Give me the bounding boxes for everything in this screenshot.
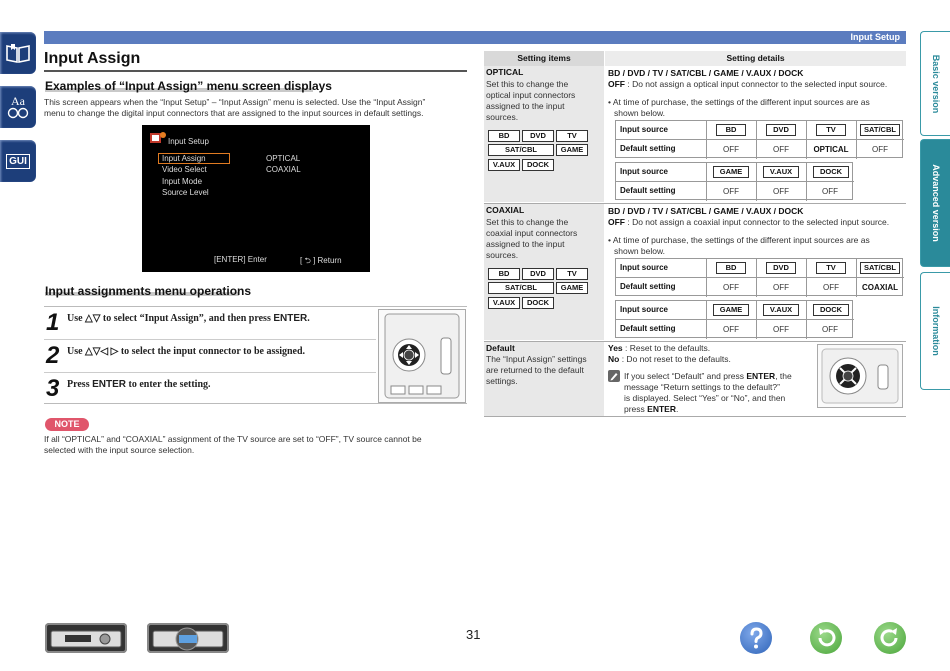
osd-footer-enter: [ENTER] Enter: [214, 255, 267, 264]
remote-illustration: [378, 309, 466, 403]
key-game: GAME: [556, 144, 588, 156]
item-name: OPTICAL: [486, 67, 524, 77]
row-optical-item: [484, 66, 604, 202]
help-icon[interactable]: [740, 622, 772, 654]
key-dock: DOCK: [522, 297, 554, 309]
step-1: [44, 307, 376, 340]
detail-bullet-cont: shown below.: [614, 246, 666, 256]
detail-off: OFF : Do not assign a optical input connector to the selected input source.: [608, 79, 888, 89]
item-desc: Set this to change the coaxial input connectors assigned to the input sources.: [486, 217, 578, 260]
key-game: GAME: [556, 282, 588, 294]
osd-value-coaxial: COAXIAL: [266, 165, 301, 174]
row-coaxial-item: [484, 204, 604, 340]
page-number: 31: [466, 627, 481, 642]
osd-title: Input Setup: [168, 137, 209, 146]
header-band: [44, 31, 906, 44]
table-header-details: Setting details: [605, 51, 906, 66]
osd-item-input-assign[interactable]: Input Assign: [158, 153, 230, 164]
osd-screen: [142, 125, 370, 272]
osd-item-source-level[interactable]: Source Level: [162, 188, 209, 197]
gui-icon-label: GUI: [6, 154, 30, 169]
step-text: Press ENTER to enter the setting.: [67, 379, 211, 390]
key-satcbl: SAT/CBL: [488, 282, 554, 294]
step-number: 3: [46, 375, 60, 402]
tab-basic-label: Basic version: [930, 54, 941, 113]
item-desc: The “Input Assign” settings are returned to the default settings.: [486, 354, 587, 386]
note-text: [44, 434, 467, 456]
detail-bullet: • At time of purchase, the settings of the different input sources are as: [608, 235, 870, 245]
key-satcbl: SAT/CBL: [488, 144, 554, 156]
step-number: 2: [46, 342, 60, 369]
row-default-item: [484, 342, 604, 416]
tip-line2: message “Return settings to the default?”: [624, 382, 780, 392]
note-line2: selected with the input source selection.: [44, 445, 195, 455]
note-line1: If all “OPTICAL” and “COAXIAL” assignment of the TV source are set to “OFF”, TV source cannot be: [44, 434, 422, 444]
item-name: Default: [486, 343, 515, 353]
section-label: Input Setup: [850, 32, 900, 42]
key-vaux: V.AUX: [488, 159, 520, 171]
operations-heading: Input assignments menu operations: [45, 284, 252, 298]
row-coaxial-details: [605, 204, 906, 340]
tip-line3: is displayed. Select “Yes” or “No”, and then: [624, 393, 786, 403]
receiver-icon[interactable]: [45, 623, 127, 653]
forward-icon[interactable]: [874, 622, 906, 654]
examples-text: [44, 97, 467, 119]
detail-title: BD / DVD / TV / SAT/CBL / GAME / V.AUX / DOCK: [608, 68, 804, 78]
osd-value-optical: OPTICAL: [266, 154, 301, 163]
remote-illustration: [817, 344, 903, 408]
pencil-icon: [608, 370, 620, 382]
default-table-2: Input source Default setting GAME V.AUX DOCK OFF OFF OFF: [615, 300, 853, 338]
default-table-1: Input source Default setting BD DVD TV SAT/CBL OFF OFF OFF COAXIAL: [615, 258, 903, 296]
tab-advanced-version[interactable]: [920, 139, 950, 267]
osd-footer-return: [ ⮌ ] Return: [300, 256, 342, 265]
detail-yes: Yes : Reset to the defaults.: [608, 343, 711, 353]
tab-basic-version[interactable]: [920, 31, 950, 136]
row-default-details: [605, 342, 906, 416]
steps-box: [44, 306, 467, 404]
examples-heading: Examples of “Input Assign” menu screen displays: [45, 79, 332, 93]
setup-icon: [150, 131, 166, 145]
book-icon[interactable]: [0, 32, 36, 74]
table-header-items: Setting items: [484, 51, 604, 66]
default-table-1: Input source Default setting BD DVD TV SAT/CBL OFF OFF OPTICAL OFF: [615, 120, 903, 158]
detail-title: BD / DVD / TV / SAT/CBL / GAME / V.AUX / DOCK: [608, 206, 804, 216]
step-text: Use △▽◁ ▷ to select the input connector to be assigned.: [67, 346, 306, 357]
title-rule: [44, 70, 467, 72]
page-title: Input Assign: [44, 50, 141, 67]
key-vaux: V.AUX: [488, 297, 520, 309]
key-tv: TV: [556, 268, 588, 280]
step-number: 1: [46, 309, 60, 336]
osd-item-input-mode[interactable]: Input Mode: [162, 177, 203, 186]
key-tv: TV: [556, 130, 588, 142]
detail-off: OFF : Do not assign a coaxial input connector to the selected input source.: [608, 217, 890, 227]
tab-information-label: Information: [930, 306, 941, 356]
detail-bullet-cont: shown below.: [614, 108, 666, 118]
osd-item-video-select[interactable]: Video Select: [162, 165, 207, 174]
font-icon-label: Aa: [11, 94, 25, 108]
detail-bullet: • At time of purchase, the settings of the different input sources are as: [608, 97, 870, 107]
key-dvd: DVD: [522, 130, 554, 142]
back-icon[interactable]: [810, 622, 842, 654]
row-separator: [484, 416, 906, 417]
key-bd: BD: [488, 130, 520, 142]
step-2: [44, 340, 376, 373]
step-3: [44, 373, 376, 406]
detail-no: No : Do not reset to the defaults.: [608, 354, 731, 364]
gui-icon[interactable]: [0, 140, 36, 182]
default-table-2: Input source Default setting GAME V.AUX DOCK OFF OFF OFF: [615, 162, 853, 200]
examples-text-line2: menu to change the digital input connectors that are assigned to the input sources in default settings.: [44, 108, 424, 118]
receiver-display-icon[interactable]: [147, 623, 229, 653]
tab-advanced-label: Advanced version: [930, 164, 941, 242]
examples-text-line1: This screen appears when the “Input Setup” – “Input Assign” menu is selected. Use the “Input Assign”: [44, 97, 426, 107]
tip-line1: If you select “Default” and press ENTER, the: [624, 371, 792, 381]
row-optical-details: [605, 66, 906, 202]
item-desc: Set this to change the optical input connectors assigned to the input sources.: [486, 79, 576, 122]
item-name: COAXIAL: [486, 205, 525, 215]
note-badge: NOTE: [45, 418, 89, 431]
font-icon[interactable]: [0, 86, 36, 128]
key-dock: DOCK: [522, 159, 554, 171]
key-dvd: DVD: [522, 268, 554, 280]
step-text: Use △▽ to select “Input Assign”, and then press ENTER.: [67, 313, 310, 324]
key-bd: BD: [488, 268, 520, 280]
tab-information[interactable]: [920, 272, 950, 390]
tip-line4: press ENTER.: [624, 404, 679, 414]
